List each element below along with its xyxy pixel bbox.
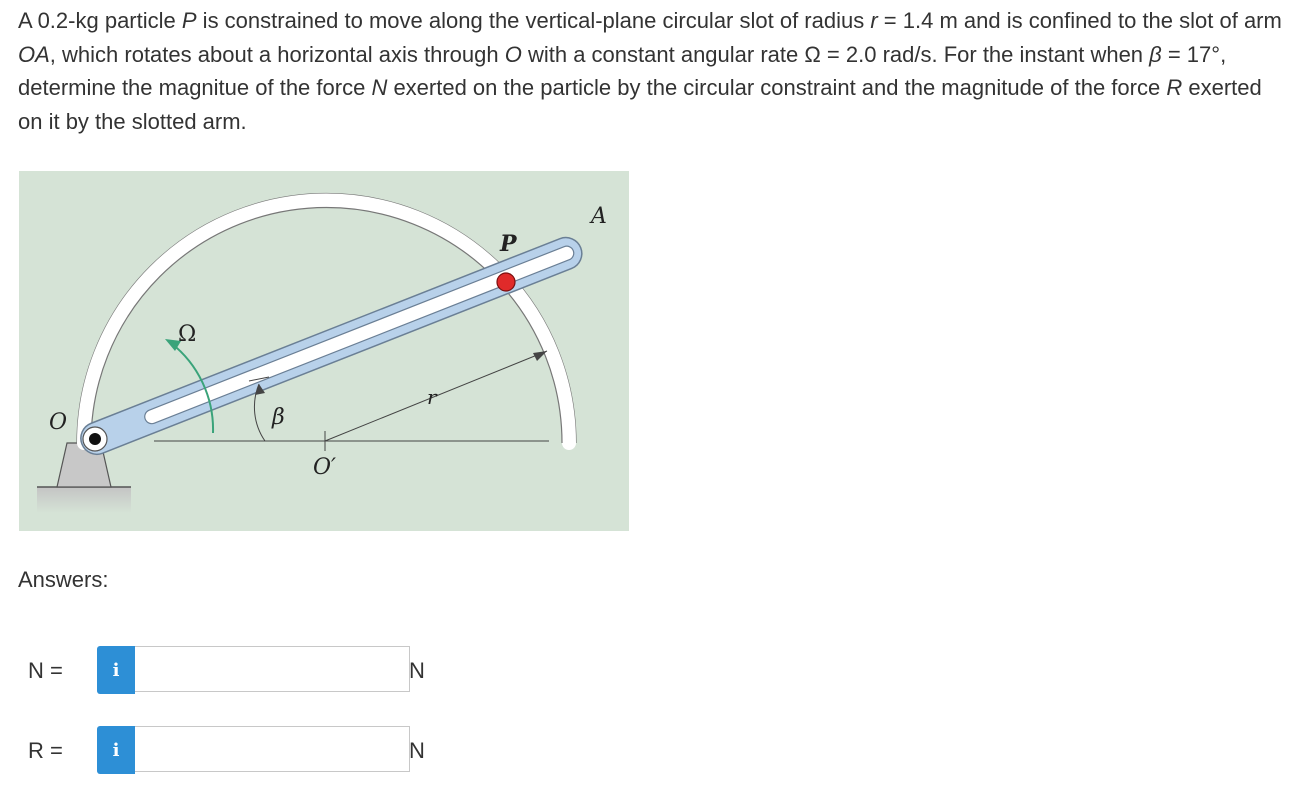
- problem-text-part: exerted on the particle by the circular constraint and the magnitude of the force: [387, 75, 1167, 100]
- problem-statement: [18, 4, 1288, 138]
- answers-heading: Answers:: [18, 567, 109, 592]
- mechanism-figure: [19, 171, 629, 531]
- answer-label-n: N =: [28, 658, 63, 683]
- answer-input-n[interactable]: [135, 646, 410, 692]
- problem-text-part: , which rotates about a horizontal axis through: [49, 41, 505, 67]
- answer-row-r: [0, 726, 600, 776]
- problem-text-part: with a constant angular rate Ω = 2.0 rad/s. For the instant when: [521, 41, 1150, 67]
- info-button-n[interactable]: [97, 646, 135, 694]
- problem-text-italic: r: [870, 8, 878, 33]
- info-icon: i: [112, 739, 120, 761]
- ground-base: [37, 487, 131, 513]
- answer-label-r: R =: [28, 738, 63, 763]
- label-o-prime: O′: [313, 455, 337, 480]
- problem-text-italic: O: [504, 41, 522, 67]
- problem-text-part: exerted on it by the slotted arm.: [18, 75, 1262, 134]
- particle-p: [497, 273, 515, 291]
- pivot-pin: [89, 433, 101, 445]
- label-a: A: [591, 204, 607, 229]
- answer-row-n: [0, 646, 600, 696]
- info-icon: i: [112, 659, 120, 681]
- problem-text-italic: R: [1166, 75, 1183, 100]
- problem-text-italic: OA: [18, 41, 50, 67]
- label-beta: β: [272, 405, 285, 430]
- label-o: O: [49, 410, 68, 435]
- label-p: P: [500, 231, 517, 257]
- problem-text-part: = 1.4 m and is confined to the slot of arm: [877, 8, 1282, 33]
- info-button-r[interactable]: [97, 726, 135, 774]
- answer-unit-n: N: [409, 658, 425, 683]
- label-r: r: [427, 385, 437, 409]
- problem-text-italic: N: [371, 75, 388, 100]
- answer-input-r[interactable]: [135, 726, 410, 772]
- problem-text-part: is constrained to move along the vertical-plane circular slot of radius: [196, 8, 871, 33]
- problem-text-part: = 17°, determine the magnitue of the force: [18, 41, 1227, 100]
- problem-text-italic: P: [181, 8, 197, 33]
- label-omega: Ω: [178, 322, 197, 347]
- problem-text-part: A 0.2-kg particle: [18, 8, 182, 33]
- problem-text-italic: β: [1149, 41, 1162, 67]
- answer-unit-r: N: [409, 738, 425, 763]
